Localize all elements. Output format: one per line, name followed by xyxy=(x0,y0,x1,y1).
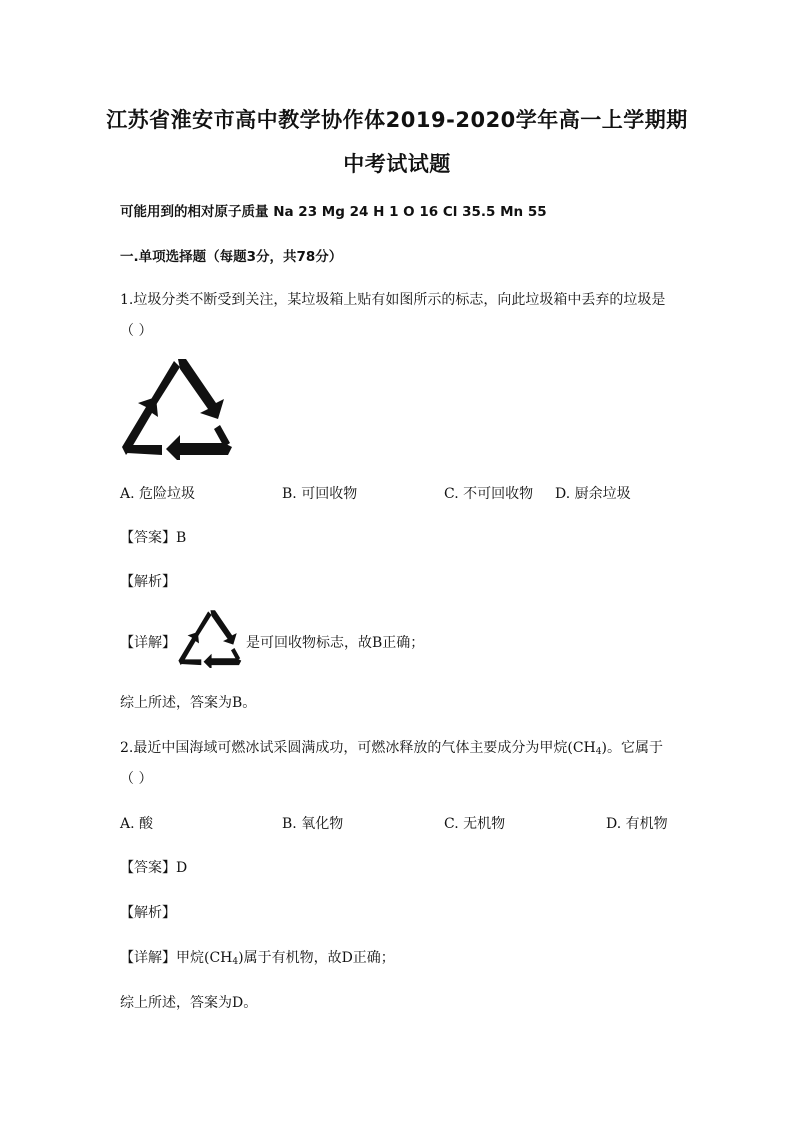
q1-option-b: B. 可回收物 xyxy=(282,486,358,502)
q1-stem: 1.垃圾分类不断受到关注，某垃圾箱上贴有如图所示的标志，向此垃圾箱中丢弃的垃圾是 xyxy=(120,292,666,308)
q2-paren: （ ） xyxy=(120,771,153,787)
q2-stem-pre: 2.最近中国海域可燃冰试采圆满成功，可燃冰释放的气体主要成分为甲烷(CH xyxy=(120,740,596,756)
q1-answer: 【答案】B xyxy=(120,530,187,546)
q2-analysis: 【解析】 xyxy=(120,905,176,921)
doc-title-line2: 中考试试题 xyxy=(343,152,451,176)
q2-detail-sub: 4 xyxy=(232,957,239,967)
q1-summary: 综上所述，答案为B。 xyxy=(120,695,257,711)
q2-option-d: D. 有机物 xyxy=(606,816,668,832)
q2-option-b: B. 氧化物 xyxy=(282,816,344,832)
q2-stem-post: )。它属于 xyxy=(601,740,663,756)
q1-paren: （ ） xyxy=(120,323,153,339)
q2-option-c: C. 无机物 xyxy=(444,816,506,832)
q1-detail-text: 是可回收物标志，故B正确； xyxy=(246,635,425,651)
q2-answer: 【答案】D xyxy=(120,860,188,876)
q2-summary: 综上所述，答案为D。 xyxy=(120,995,258,1011)
atomic-masses: 可能用到的相对原子质量 Na 23 Mg 24 H 1 O 16 Cl 35.5 Mn 55 xyxy=(120,204,547,220)
q2-detail-pre: 【详解】甲烷(CH xyxy=(120,950,233,966)
q2-detail xyxy=(120,947,395,967)
section-heading: 一.单项选择题（每题3分，共78分） xyxy=(120,249,343,265)
q1-analysis: 【解析】 xyxy=(120,574,176,590)
recycle-icon xyxy=(120,355,238,460)
q1-option-c: C. 不可回收物 xyxy=(444,486,534,502)
recycle-small-icon xyxy=(176,608,246,668)
q1-option-a: A. 危险垃圾 xyxy=(120,486,196,502)
q2-option-a: A. 酸 xyxy=(120,816,154,832)
q2-stem-sub: 4 xyxy=(595,747,602,757)
q1-detail-label: 【详解】 xyxy=(120,635,176,651)
q1-option-d: D. 厨余垃圾 xyxy=(555,486,631,502)
doc-title-line1: 江苏省淮安市高中教学协作体2019-2020学年高一上学期期 xyxy=(106,108,688,132)
q2-stem xyxy=(120,737,663,757)
q2-detail-post: )属于有机物，故D正确； xyxy=(238,950,395,966)
